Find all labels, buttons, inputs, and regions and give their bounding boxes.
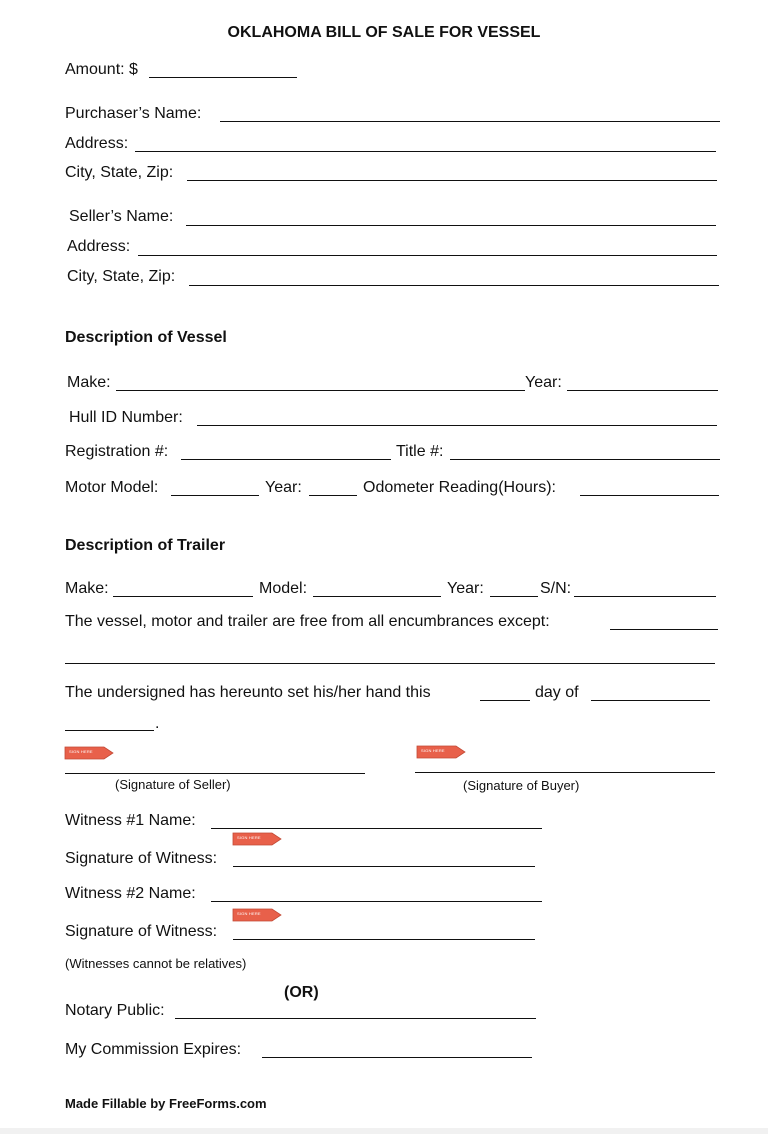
notary-label: Notary Public: xyxy=(65,1002,165,1019)
motor-year-field[interactable] xyxy=(309,495,357,496)
day-of-label: day of xyxy=(535,684,579,701)
vessel-year-field[interactable] xyxy=(567,390,718,391)
sign-here-tag-seller xyxy=(64,746,114,760)
witness-note: (Witnesses cannot be relatives) xyxy=(65,956,247,971)
undersigned-text: The undersigned has hereunto set his/her hand this xyxy=(65,684,431,701)
registration-field[interactable] xyxy=(181,459,391,460)
purchaser-csz-field[interactable] xyxy=(187,180,717,181)
title-number-field[interactable] xyxy=(450,459,720,460)
seller-name-label: Seller’s Name: xyxy=(69,208,174,225)
witness1-name-field[interactable] xyxy=(211,828,542,829)
year-field[interactable] xyxy=(65,730,154,731)
odometer-field[interactable] xyxy=(580,495,719,496)
sign-here-tag-witness1 xyxy=(232,832,282,846)
motor-model-label: Motor Model: xyxy=(65,479,159,496)
purchaser-csz-label: City, State, Zip: xyxy=(65,164,174,181)
title-number-label: Title #: xyxy=(396,443,444,460)
witness2-name-field[interactable] xyxy=(211,901,542,902)
document-title: OKLAHOMA BILL OF SALE FOR VESSEL xyxy=(227,24,541,41)
witness1-name-label: Witness #1 Name: xyxy=(65,812,196,829)
purchaser-name-label: Purchaser’s Name: xyxy=(65,105,202,122)
sign-here-tag-text: SIGN HERE xyxy=(237,911,261,916)
trailer-model-label: Model: xyxy=(259,580,308,597)
purchaser-name-field[interactable] xyxy=(220,121,720,122)
vessel-make-label: Make: xyxy=(67,374,111,391)
trailer-model-field[interactable] xyxy=(313,596,441,597)
sign-here-tag-text: SIGN HERE xyxy=(421,748,445,753)
hull-id-field[interactable] xyxy=(197,425,717,426)
witness2-name-label: Witness #2 Name: xyxy=(65,885,196,902)
commission-label: My Commission Expires: xyxy=(65,1041,242,1058)
witness2-signature-label: Signature of Witness: xyxy=(65,923,218,940)
trailer-sn-label: S/N: xyxy=(540,580,572,597)
buyer-signature-field[interactable] xyxy=(415,772,715,773)
or-separator: (OR) xyxy=(284,984,319,1001)
witness1-signature-label: Signature of Witness: xyxy=(65,850,218,867)
witness2-signature-field[interactable] xyxy=(233,939,535,940)
trailer-make-label: Make: xyxy=(65,580,109,597)
seller-signature-caption: (Signature of Seller) xyxy=(115,777,231,792)
trailer-year-field[interactable] xyxy=(490,596,538,597)
encumbrance-text: The vessel, motor and trailer are free from all encumbrances except: xyxy=(65,613,550,630)
day-field[interactable] xyxy=(480,700,530,701)
trailer-sn-field[interactable] xyxy=(574,596,716,597)
vessel-year-label: Year: xyxy=(525,374,562,391)
seller-address-field[interactable] xyxy=(138,255,717,256)
vessel-make-field[interactable] xyxy=(116,390,525,391)
witness1-signature-field[interactable] xyxy=(233,866,535,867)
purchaser-address-field[interactable] xyxy=(135,151,716,152)
trailer-make-field[interactable] xyxy=(113,596,253,597)
hull-id-label: Hull ID Number: xyxy=(69,409,183,426)
odometer-label: Odometer Reading(Hours): xyxy=(363,479,556,496)
seller-csz-field[interactable] xyxy=(189,285,719,286)
motor-model-field[interactable] xyxy=(171,495,259,496)
sign-here-tag-text: SIGN HERE xyxy=(237,835,261,840)
notary-field[interactable] xyxy=(175,1018,536,1019)
sign-here-tag-witness2 xyxy=(232,908,282,922)
encumbrance-field-1[interactable] xyxy=(610,629,718,630)
sign-here-tag-text: SIGN HERE xyxy=(69,749,93,754)
motor-year-label: Year: xyxy=(265,479,302,496)
trailer-year-label: Year: xyxy=(447,580,484,597)
seller-csz-label: City, State, Zip: xyxy=(67,268,176,285)
seller-signature-field[interactable] xyxy=(65,773,365,774)
encumbrance-field-2[interactable] xyxy=(65,663,715,664)
period-mark: . xyxy=(155,715,160,732)
month-field[interactable] xyxy=(591,700,710,701)
commission-field[interactable] xyxy=(262,1057,532,1058)
amount-label: Amount: $ xyxy=(65,61,138,78)
registration-label: Registration #: xyxy=(65,443,169,460)
trailer-heading: Description of Trailer xyxy=(65,537,226,554)
page-bottom-edge xyxy=(0,1128,768,1134)
vessel-heading: Description of Vessel xyxy=(65,329,227,346)
buyer-signature-caption: (Signature of Buyer) xyxy=(463,778,580,793)
seller-address-label: Address: xyxy=(67,238,131,255)
seller-name-field[interactable] xyxy=(186,225,716,226)
purchaser-address-label: Address: xyxy=(65,135,129,152)
footer-credit: Made Fillable by FreeForms.com xyxy=(65,1096,267,1111)
sign-here-tag-buyer xyxy=(416,745,466,759)
amount-field[interactable] xyxy=(149,77,297,78)
